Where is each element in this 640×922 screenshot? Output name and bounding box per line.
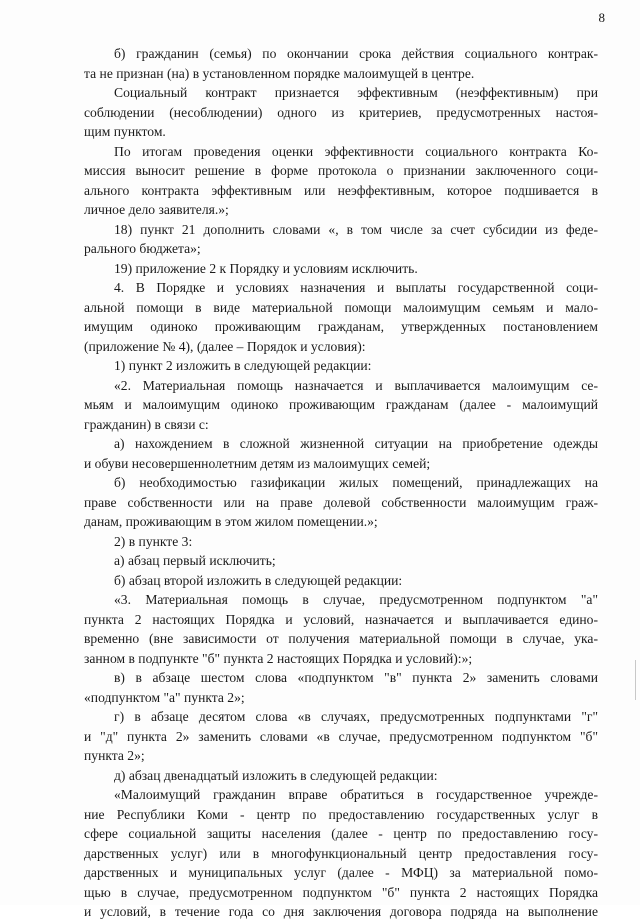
text-line: гражданин) в связи с: — [84, 416, 209, 432]
text-line: «2. Материальная помощь назначается и выплачивается малоимущим се- — [114, 377, 598, 393]
text-line: б) гражданин (семья) по окончании срока действия социального контрак- — [114, 46, 598, 61]
text-line: данам, проживающим в этом жилом помещении.»; — [84, 514, 378, 529]
text-line: «подпунктом "а" пункта 2»; — [84, 689, 245, 705]
text-line: 4. В Порядке и условиях назначения и выплаты государственной соци- — [114, 280, 598, 295]
text-line: пункта 2 настоящих Порядка и условий, назначается и выплачивается едино- — [84, 611, 598, 627]
text-line: миссия выносит решение в форме протокола о признании заключенного соци- — [84, 163, 598, 178]
text-line: щим пунктом. — [84, 124, 166, 139]
text-line: г) в абзаце десятом слова «в случаях, предусмотренных подпунктами "г" — [114, 709, 598, 724]
text-line: временно (вне зависимости от получения материальной помощи в случае, ука- — [84, 631, 598, 646]
text-line: мьям и малоимущим одиноко проживающим гражданам (далее - малоимущий — [84, 397, 598, 412]
text-line: ального контракта эффективным или неэффективным, которое подшивается в — [84, 182, 598, 198]
page-number: 8 — [598, 10, 605, 25]
document-body — [84, 44, 598, 922]
text-line: и "д" пункта 2» заменить словами «в случае, предусмотренном подпунктом "б" — [84, 728, 598, 744]
text-line: 2) в пункте 3: — [114, 533, 193, 549]
text-line: По итогам проведения оценки эффективности социального контракта Ко- — [114, 143, 598, 159]
text-line: рального бюджета»; — [84, 241, 201, 256]
text-line: 19) приложение 2 к Порядку и условиям исключить. — [114, 260, 418, 276]
text-line: 18) пункт 21 дополнить словами «, в том числе за счет субсидии из феде- — [114, 221, 598, 237]
text-line: сфере социальной защиты населения (далее - центр по предоставлению госу- — [84, 826, 598, 841]
text-line: (приложение № 4), (далее – Порядок и условия): — [84, 338, 366, 354]
text-line: б) абзац второй изложить в следующей редакции: — [114, 572, 403, 588]
text-line: соблюдении (несоблюдении) одного из критериев, предусмотренных настоя- — [84, 104, 598, 120]
text-line: а) абзац первый исключить; — [114, 553, 276, 568]
text-line: дарственных и муниципальных услуг (далее - МФЦ) за материальной помо- — [84, 865, 598, 880]
text-line: пункта 2»; — [84, 748, 145, 763]
text-line: Социальный контракт признается эффективным (неэффективным) при — [114, 85, 598, 100]
text-line: та не признан (на) в установленном порядке малоимущей в центре. — [84, 65, 475, 81]
text-line: дарственных услуг) или в многофункциональный центр предоставления госу- — [84, 845, 598, 861]
text-line: 1) пункт 2 изложить в следующей редакции: — [114, 358, 372, 373]
text-line: личное дело заявителя.»; — [84, 202, 229, 217]
text-line: альной помощи в виде материальной помощи малоимущим семьям и мало- — [84, 299, 598, 315]
text-line: «3. Материальная помощь в случае, предусмотренном подпунктом "а" — [114, 592, 598, 607]
text-line: б) необходимостью газификации жилых помещений, принадлежащих на — [114, 475, 598, 490]
text-line: ние Республики Коми - центр по предоставлению государственных услуг в — [84, 806, 598, 822]
text-line: праве собственности или на праве долевой собственности малоимущим граж- — [84, 494, 598, 510]
text-line: «Малоимущий гражданин вправе обратиться в государственное учрежде- — [114, 787, 598, 802]
text-line: и условий, в течение года со дня заключения договора подряда на выполнение — [84, 904, 598, 919]
text-line: а) нахождением в сложной жизненной ситуации на приобретение одежды — [114, 436, 598, 451]
text-line: имущим одиноко проживающим гражданам, утвержденных постановлением — [84, 319, 598, 334]
text-line: щью в случае, предусмотренном подпунктом "б" пункта 2 настоящих Порядка — [84, 884, 598, 900]
text-line: занном в подпункте "б" пункта 2 настоящих Порядка и условий):»; — [84, 650, 473, 666]
text-line: и обуви несовершеннолетним детям из малоимущих семей; — [84, 455, 431, 471]
text-line: в) в абзаце шестом слова «подпунктом "в" пункта 2» заменить словами — [114, 670, 598, 685]
scan-edge-mark — [635, 660, 636, 700]
text-line: д) абзац двенадцатый изложить в следующей редакции: — [114, 767, 438, 783]
